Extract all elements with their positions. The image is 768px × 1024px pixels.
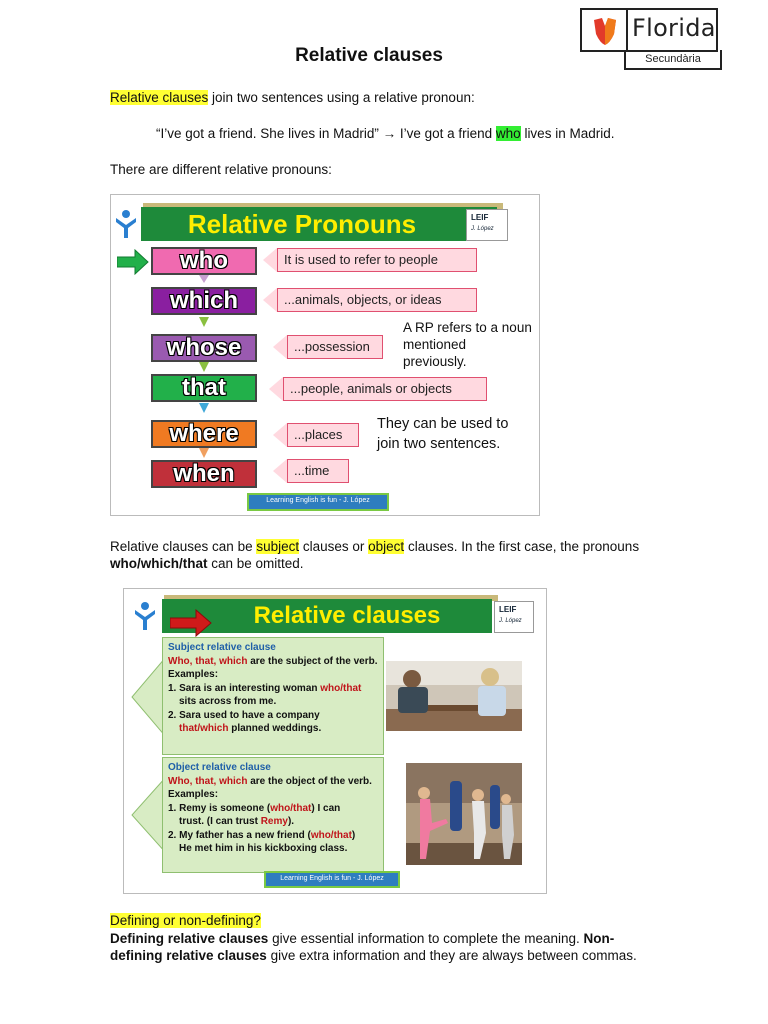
cafe-photo	[386, 661, 522, 731]
subject-clause-box	[162, 637, 384, 755]
slide1-title: Relative Pronouns	[187, 209, 417, 239]
logo-name: Florida	[632, 14, 716, 42]
leif-label: LEIF	[471, 213, 489, 222]
green-arrow-icon	[117, 249, 149, 275]
desc-arrow	[273, 335, 287, 359]
logo-subtitle: Secundària	[624, 50, 722, 70]
intro-rest: join two sentences using a relative pronoun:	[208, 90, 475, 105]
non-defining-term-a: Non-	[583, 931, 615, 946]
pronoun-whose: whose	[151, 334, 257, 362]
down-arrow-icon	[199, 317, 209, 327]
object-ex1d: ).	[287, 816, 295, 827]
object-ex1a: 1. Remy is someone (	[168, 802, 271, 814]
pronoun-when: when	[151, 460, 257, 488]
clauses-text-3: clauses. In the first case, the pronouns	[404, 539, 640, 554]
subject-highlight: subject	[256, 539, 300, 554]
intro-paragraph	[110, 89, 475, 106]
example-part1: “I’ve got a friend. She lives in Madrid”	[156, 126, 383, 141]
slide1-header	[141, 207, 497, 241]
object-highlight: object	[368, 539, 405, 554]
pronoun-that: that	[151, 374, 257, 402]
subject-examples-label: Examples:	[168, 669, 219, 680]
desc-arrow	[263, 248, 277, 272]
person-icon	[134, 601, 156, 631]
defining-paragraph	[110, 930, 670, 964]
subject-ex2-red: that/which	[179, 723, 229, 734]
down-arrow-icon	[199, 448, 209, 458]
subject-lead-rest: are the subject of the verb.	[247, 655, 378, 667]
object-ex1c: trust. (I can trust	[179, 816, 261, 827]
object-lead	[168, 775, 378, 789]
object-ex1-red2: Remy	[260, 816, 288, 827]
desc-where: ...places	[287, 423, 359, 447]
clauses-text-4: can be omitted.	[207, 556, 304, 571]
object-lead-rest: are the object of the verb.	[247, 775, 372, 787]
leif-badge	[494, 601, 534, 633]
person-icon	[115, 209, 137, 239]
down-arrow-icon	[199, 275, 209, 283]
defining-text-1: give essential information to complete the meaning.	[268, 931, 584, 946]
subject-lead-red: Who, that, which	[168, 655, 248, 667]
defining-term: Defining relative clauses	[110, 931, 269, 946]
object-ex2c: He met him in his kickboxing class.	[179, 843, 348, 854]
object-heading: Object relative clause	[168, 762, 271, 773]
subject-ex2b: planned weddings.	[228, 723, 322, 734]
down-arrow-icon	[199, 403, 209, 413]
subject-ex2a: 2. Sara used to have a company	[168, 709, 320, 721]
page-title: Relative clauses	[295, 45, 443, 66]
object-ex2-red: who/that	[310, 829, 352, 841]
desc-whose: ...possession	[287, 335, 383, 359]
different-pronouns-text: There are different relative pronouns:	[110, 162, 332, 177]
callout-pointer	[130, 637, 166, 757]
arrow-right-icon: →	[382, 126, 397, 141]
leif-author: J. López	[471, 226, 494, 232]
clauses-paragraph	[110, 538, 670, 572]
red-arrow-icon	[170, 609, 212, 637]
leif-badge	[466, 209, 508, 241]
slide2-title: Relative clauses	[253, 602, 441, 629]
callout-pointer	[130, 757, 166, 875]
subject-heading: Subject relative clause	[168, 642, 276, 653]
relative-pronouns-slide	[110, 194, 540, 516]
example-part3: lives in Madrid.	[520, 126, 615, 141]
non-defining-term-b: defining relative clauses	[110, 948, 267, 963]
shield-icon	[592, 16, 618, 46]
desc-arrow	[269, 377, 283, 401]
pronoun-where: where	[151, 420, 257, 448]
subject-ex1a: 1. Sara is an interesting woman	[168, 682, 321, 694]
slide1-footer: Learning English is fun - J. López	[247, 493, 389, 511]
clauses-text-2: clauses or	[299, 539, 369, 554]
defining-text-2: give extra information and they are always between commas.	[266, 948, 637, 963]
leif-label: LEIF	[499, 605, 517, 614]
object-ex1-red: who/that	[270, 802, 312, 814]
desc-that: ...people, animals or objects	[283, 377, 487, 401]
example-part2: I’ve got a friend	[396, 126, 496, 141]
desc-arrow	[273, 423, 287, 447]
object-ex2a: 2. My father has a new friend (	[168, 829, 311, 841]
desc-arrow	[273, 459, 287, 483]
logo-divider	[626, 10, 628, 50]
object-ex1b: ) I can	[311, 802, 341, 814]
desc-who: It is used to refer to people	[277, 248, 477, 272]
kickboxing-photo	[406, 763, 522, 865]
pronoun-who: who	[151, 247, 257, 275]
leif-author: J. López	[499, 618, 522, 624]
desc-which: ...animals, objects, or ideas	[277, 288, 477, 312]
object-lead-red: Who, that, which	[168, 775, 248, 787]
subject-lead	[168, 655, 378, 669]
pronoun-which: which	[151, 287, 257, 315]
object-ex2b: )	[351, 829, 356, 841]
object-clause-box	[162, 757, 384, 873]
defining-heading-text: Defining or non-defining?	[110, 913, 261, 928]
object-examples-label: Examples:	[168, 789, 219, 800]
note-rp-refers: A RP refers to a noun mentioned previously.	[403, 320, 532, 369]
note-join-sentences: They can be used to join two sentences.	[377, 416, 509, 452]
slide2-footer: Learning English is fun - J. López	[264, 871, 400, 888]
intro-term: Relative clauses	[110, 90, 209, 105]
desc-arrow	[263, 288, 277, 312]
subject-ex1b: sits across from me.	[179, 696, 277, 707]
omitted-pronouns: who/which/that	[110, 556, 208, 571]
desc-when: ...time	[287, 459, 349, 483]
example-sentence	[156, 125, 614, 142]
relative-clauses-slide	[123, 588, 547, 894]
clauses-text-1: Relative clauses can be	[110, 539, 257, 554]
example-pronoun: who	[495, 126, 521, 141]
down-arrow-icon	[199, 362, 209, 372]
defining-heading	[110, 912, 261, 929]
subject-ex1-red: who/that	[320, 682, 362, 694]
